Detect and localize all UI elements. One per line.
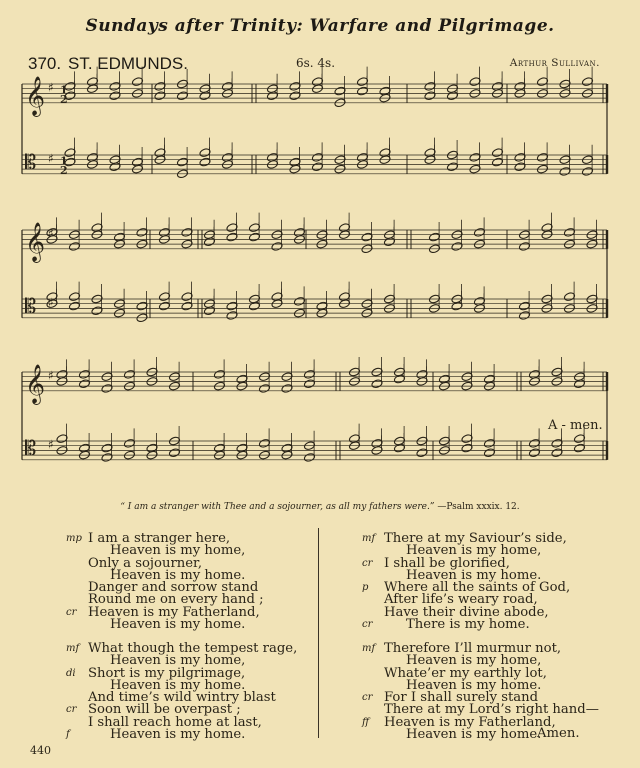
verse-text: Heaven is my Fatherland, xyxy=(384,714,556,730)
dynamic-mark: mf xyxy=(362,533,376,544)
verse-text: Heaven is my home. xyxy=(110,617,246,633)
dynamic-mark: cr xyxy=(362,692,373,704)
c-clef: 𝄡 xyxy=(25,294,37,319)
time-signature: 2 xyxy=(60,163,68,177)
key-signature-sharp: ♯ xyxy=(48,80,54,95)
verse-text: Heaven is my home. xyxy=(406,677,542,693)
verse-text: I shall be glorified, xyxy=(384,555,510,571)
c-clef: 𝄡 xyxy=(25,150,37,175)
stanza-2 xyxy=(66,641,298,743)
dynamic-mark: f xyxy=(66,729,70,741)
key-signature-sharp: ♯ xyxy=(48,437,54,452)
running-head: Sundays after Trinity: Warfare and Pilgrimage. xyxy=(85,16,555,36)
verse-text: Heaven is my home. xyxy=(110,567,246,583)
verse-text: There at my Lord’s right hand— xyxy=(384,702,599,718)
key-signature-sharp: ♯ xyxy=(48,368,54,383)
verse-line xyxy=(362,617,570,633)
verse-text: Heaven is my home, xyxy=(406,653,542,669)
verse-text: After life’s weary road, xyxy=(384,592,538,608)
verse-text: There at my Saviour’s side, xyxy=(384,531,567,546)
c-clef: 𝄡 xyxy=(25,436,37,461)
verse-text: Heaven is my home. xyxy=(110,727,246,743)
verse-text: Heaven is my home, xyxy=(110,653,246,669)
verse-line xyxy=(88,619,264,631)
verse-text: Round me on every hand ; xyxy=(88,592,264,608)
final-amen: Amen. xyxy=(537,726,580,741)
verse-text: Heaven is my home. xyxy=(110,677,246,693)
page-number: 440 xyxy=(30,744,51,757)
hymn-number: 370. xyxy=(28,54,62,73)
verse-text: There is my home. xyxy=(406,617,530,633)
treble-clef: 𝄞 xyxy=(25,75,46,116)
dynamic-mark: di xyxy=(66,667,76,679)
verse-text: Soon will be overpast ; xyxy=(88,702,241,718)
verse-text: Have their divine abode, xyxy=(384,604,549,620)
key-signature-sharp: ♯ xyxy=(48,226,54,241)
verse-text: Only a sojourner, xyxy=(88,555,203,571)
tune-name: ST. EDMUNDS. xyxy=(68,54,188,73)
stanza-3 xyxy=(362,531,571,633)
treble-clef: 𝄞 xyxy=(25,363,46,404)
verse-text: I am a stranger here, xyxy=(88,531,231,546)
dynamic-mark: cr xyxy=(66,606,77,618)
time-signature: 1 xyxy=(60,154,68,168)
verse-text: Heaven is my home, xyxy=(110,543,246,559)
verse-text: Short is my pilgrimage, xyxy=(88,665,246,681)
epigraph-reference: —Psalm xxxix. 12. xyxy=(437,502,520,512)
metre: 6s. 4s. xyxy=(296,56,336,70)
dynamic-mark: cr xyxy=(362,619,373,631)
verse-text: What though the tempest rage, xyxy=(88,641,298,656)
verse-text: And time’s wild wintry blast xyxy=(88,690,276,706)
dynamic-mark: mf xyxy=(66,643,80,654)
key-signature-sharp: ♯ xyxy=(48,151,54,166)
amen-lyric: A - men. xyxy=(548,418,603,433)
key-signature-sharp: ♯ xyxy=(48,295,54,310)
epigraph xyxy=(0,502,640,512)
verse-text: I shall reach home at last, xyxy=(88,714,262,730)
dynamic-mark: p xyxy=(362,582,369,594)
dynamic-mark: cr xyxy=(362,557,373,569)
dynamic-mark: mf xyxy=(362,643,376,654)
verse-text: For I shall surely stand xyxy=(384,690,539,706)
verse-text: Heaven is my home. xyxy=(406,567,542,583)
dynamic-mark: cr xyxy=(66,704,77,716)
treble-clef: 𝄞 xyxy=(25,221,46,262)
composer: Arthur Sullivan. xyxy=(509,57,600,69)
verse-text: Whate’er my earthly lot, xyxy=(384,665,547,681)
dynamic-mark: mp xyxy=(66,533,82,544)
verse-text: Heaven is my home, xyxy=(406,543,542,559)
verse-text: Where all the saints of God, xyxy=(384,580,571,596)
verse-text: Heaven is my home. xyxy=(406,727,542,743)
verse-text: Danger and sorrow stand xyxy=(88,580,259,596)
verse-text: Therefore I’ll murmur not, xyxy=(384,641,562,656)
epigraph-quote: “ I am a stranger with Thee and a sojourner, as all my fathers were.” xyxy=(120,502,435,512)
time-signature: 1 xyxy=(60,83,68,97)
dynamic-mark: ff xyxy=(362,716,370,728)
stanza-1 xyxy=(66,531,264,633)
verse-text: Heaven is my Fatherland, xyxy=(88,604,260,620)
verse-line xyxy=(66,727,297,743)
time-signature: 2 xyxy=(60,92,68,106)
column-divider xyxy=(318,528,319,738)
